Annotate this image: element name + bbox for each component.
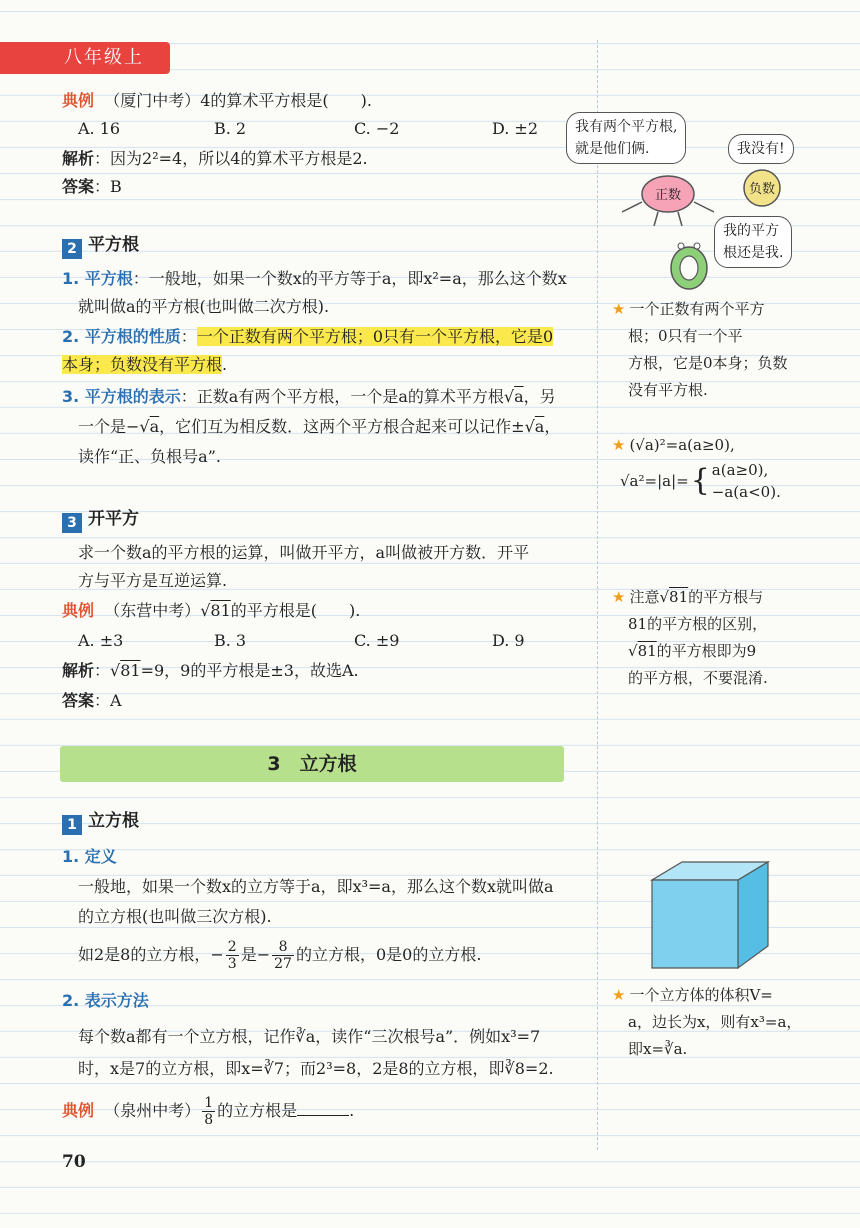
char-label: 负数 [748,182,776,197]
note-text: √a²=|a|= [620,471,689,490]
period: . [349,1101,355,1120]
note-text: 的平方根，不要混淆. [628,669,768,687]
cube-rep-line2: 时，x是7的立方根，即x=∛7；而2³=8，2是8的立方根，即∛8=2. [78,1059,554,1078]
example-text: 如2是8的立方根，− [78,945,224,964]
extract-line2: 方与平方是互逆运算. [78,571,228,590]
example-2-question: 典例 （东营中考）√81的平方根是( ). [62,601,361,620]
example-1-question [62,88,372,114]
option-a: A. 16 [78,119,121,138]
cartoon-positive-number [618,172,718,228]
numerator: 2 [227,939,237,955]
analysis-text: =9，9的平方根是±3，故选A. [140,661,359,680]
fraction [226,939,239,972]
section-square-root [62,232,139,259]
sq-rep-line2: 一个是−√a，它们互为相反数．这两个平方根合起来可以记作±√a， [78,417,561,436]
sq-rep-line3: 读作“正、负根号a”. [78,447,221,466]
speech-bubble-positive [566,112,686,164]
bubble-text: 根还是我. [723,245,784,261]
sq-rep-line1: 3. 平方根的表示：正数a有两个平方根，一个是a的算术平方根√a，另 [62,387,556,406]
denominator: 27 [274,956,292,972]
star-icon: ★ [612,986,626,1004]
rep-text: ，它们互为相反数．这两个平方根合起来可以记作± [159,417,525,436]
note-text: 一个正数有两个平方 [629,300,765,318]
analysis-label: 解析 [62,149,95,168]
grade-tab: 八年级上 [0,42,170,74]
fraction [272,939,294,972]
cartoon-negative-number [734,164,790,210]
section-number: 1 [62,815,82,835]
analysis-text: ： [94,661,111,680]
cube-def-line1: 一般地，如果一个数x的立方等于a，即x³=a，那么这个数x就叫做a [78,877,554,896]
cases [712,459,781,503]
colon: ： [180,327,197,346]
section-title: 立方根 [88,811,139,831]
def-label: 1. 平方根 [62,269,133,288]
highlight-text: 本身；负数没有平方根 [62,355,223,374]
question-text: （泉州中考） [104,1101,201,1120]
option-c: C. −2 [354,119,400,138]
note-sqrt81: ★ 注意√81的平方根与 81的平方根的区别， √81的平方根即为9 的平方根，不要混淆. [612,584,768,692]
rep-label: 3. 平方根的表示 [62,387,181,406]
cube-rep-line1: 每个数a都有一个立方根，记作∛a，读作“三次根号a”．例如x³=7 [78,1027,541,1046]
note-text: 根；0只有一个平 [628,327,743,345]
answer-1 [62,174,122,200]
sqrt-radicand: 81 [210,601,231,620]
answer-blank [297,1101,349,1116]
bubble-text: 就是他们俩. [575,141,650,157]
section-number: 2 [62,239,82,259]
sq-def-line1 [62,266,567,292]
fraction [202,1095,215,1128]
analysis-label: 解析 [62,661,95,680]
case-negative: −a(a<0). [711,483,781,501]
example-tag: 典例 [62,1101,95,1120]
sq-prop-line2 [62,352,227,378]
answer-text: ：B [94,177,122,196]
answer-text: ：A [94,691,122,710]
answer-2 [62,688,122,714]
answer-label: 答案 [62,177,95,196]
prop-label: 2. 平方根的性质 [62,327,181,346]
note-text: 方根，它是0本身；负数 [628,354,788,372]
example-text: 的立方根，0是0的立方根. [295,945,482,964]
numerator: 1 [204,1095,214,1111]
note-text: 81的平方根的区别， [628,615,768,633]
example-tag: 典例 [62,91,95,110]
sq-prop-line1 [62,324,553,350]
bubble-text: 我有两个平方根, [575,119,678,135]
cube-rep-label: 2. 表示方法 [62,991,149,1010]
example-3-question [62,1094,354,1128]
margin-divider [597,40,598,1150]
note-text: a，边长为x，则有x³=a， [628,1013,802,1031]
example-tag: 典例 [62,601,95,620]
numerator: 8 [272,939,294,956]
option-b: B. 3 [214,631,247,650]
section-title: 开平方 [88,509,139,529]
sqrt-radicand: a [534,417,545,436]
period: . [222,355,228,374]
speech-bubble-zero [714,216,792,268]
note-square-root-property [612,296,788,404]
sq-def-line2: 就叫做a的平方根(也叫做二次方根). [78,297,330,316]
star-icon: ★ [612,436,626,454]
section-cube-root [62,808,139,835]
section-number: 3 [62,513,82,533]
rep-text: ， [544,417,561,436]
analysis-1 [62,146,368,172]
rep-text: ：正数a有两个平方根，一个是a的算术平方根 [180,387,504,406]
note-text: 即x=∛a. [628,1040,688,1058]
star-icon: ★ [612,300,626,318]
option-c: C. ±9 [354,631,400,650]
question-text: 的立方根是 [217,1101,298,1120]
chapter-band-title: 3 立方根 [60,746,564,782]
note-text: 注意 [629,588,660,606]
note-text: 的平方根与 [688,588,764,606]
note-square-identity [612,432,781,503]
extract-line1: 求一个数a的平方根的运算，叫做开平方，a叫做被开方数．开平 [78,543,530,562]
answer-label: 答案 [62,691,95,710]
option-d: D. 9 [492,631,525,650]
rep-text: ，另 [523,387,556,406]
rep-text: 一个是− [78,417,140,436]
denominator: 3 [227,956,237,972]
cube-image [648,858,772,974]
cube-example-line [78,938,481,972]
brace: { [690,463,710,498]
highlight-text: 一个正数有两个平方根；0只有一个平方根，它是0 [196,327,554,346]
note-text: 的平方根即为9 [656,642,757,660]
section-title: 平方根 [88,235,139,255]
def-text: ：一般地，如果一个数x的平方等于a，即x²=a，那么这个数x [132,269,567,288]
char-label: 正数 [654,188,682,203]
analysis-text: ：因为2²=4，所以4的算术平方根是2. [94,149,368,168]
option-b: B. 2 [214,119,247,138]
cube-def-line2: 的立方根(也叫做三次方根). [78,907,272,926]
option-d: D. ±2 [492,119,539,138]
star-icon: ★ [612,588,626,606]
denominator: 8 [204,1112,214,1128]
option-a: A. ±3 [78,631,124,650]
note-text: (√a)²=a(a≥0), [629,436,735,454]
case-positive: a(a≥0), [711,461,769,479]
page-number: 70 [62,1152,86,1172]
analysis-2: 解析：√81=9，9的平方根是±3，故选A. [62,661,359,680]
speech-bubble-negative: 我没有! [728,134,794,164]
question-text: （东营中考） [104,601,201,620]
question-text: 的平方根是( ). [230,601,361,620]
note-text: 一个立方体的体积V= [629,986,773,1004]
question-text: （厦门中考）4的算术平方根是( ). [104,91,372,110]
bubble-text: 我的平方 [723,223,779,239]
cartoon-zero [664,238,714,292]
note-text: 没有平方根. [628,381,708,399]
sqrt-radicand: a [514,387,524,406]
sqrt-radicand: a [149,417,160,436]
sqrt-radicand: 81 [637,642,657,660]
sqrt-radicand: 81 [669,588,689,606]
cube-def-label: 1. 定义 [62,847,117,866]
sqrt-radicand: 81 [120,661,141,680]
section-extract-root [62,506,139,533]
example-text: 是− [240,945,271,964]
note-cube-volume [612,982,801,1063]
